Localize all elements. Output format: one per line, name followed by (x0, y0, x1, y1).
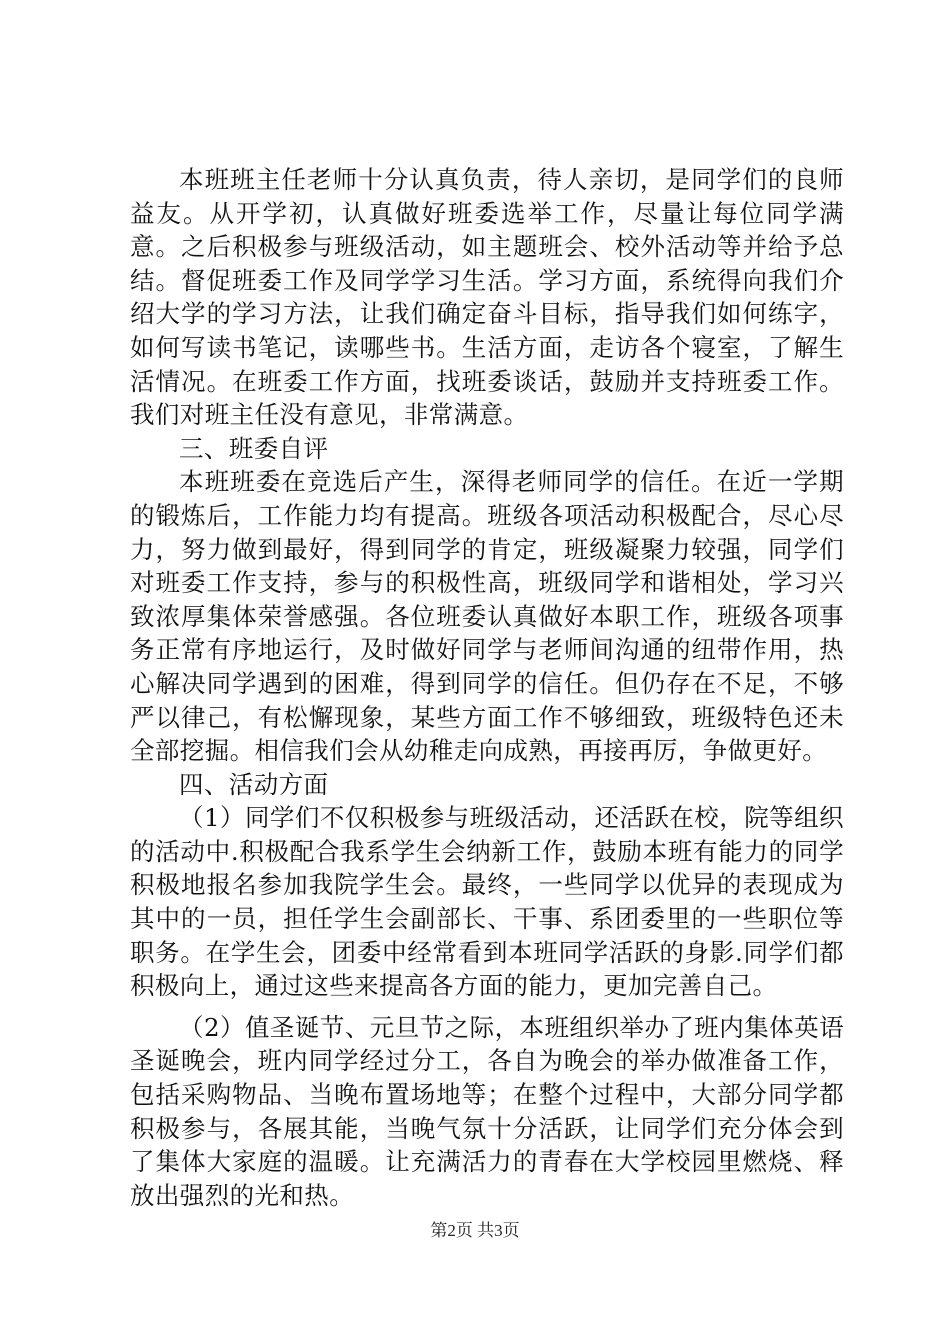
paragraph-committee-evaluation: 本班班委在竞选后产生，深得老师同学的信任。在近一学期的锻炼后，工作能力均有提高。班级各项活动积极配合，尽心尽力，努力做到最好，得到同学的肯定，班级凝聚力较强，同学们对班委工作支持，参与的积极性高，班级同学和谐相处，学习兴致浓厚集体荣誉感强。各位班委认真做好本职工作，班级各项事务正常有序地运行，及时做好同学与老师间沟通的纽带作用，热心解决同学遇到的困难，得到同学的信任。但仍存在不足，不够严以律己，有松懈现象，某些方面工作不够细致，班级特色还未全部挖掘。相信我们会从幼稚走向成熟，再接再厉，争做更好。 (130, 467, 844, 766)
section-heading-activities: 四、活动方面 (179, 769, 329, 799)
paragraph-activity-1: （1）同学们不仅积极参与班级活动，还活跃在校，院等组织的活动中.积极配合我系学生会纳新工作，鼓励本班有能力的同学积极地报名参加我院学生会。最终，一些同学以优异的表现成为其中的一员，担任学生会副部长、干事、系团委里的一些职位等职务。在学生会，团委中经常看到本班同学活跃的身影.同学们都积极向上，通过这些来提高各方面的能力，更加完善自己。 (130, 803, 844, 1001)
paragraph-activity-2: （2）值圣诞节、元旦节之际，本班组织举办了班内集体英语圣诞晚会，班内同学经过分工，各自为晚会的举办做准备工作，包括采购物品、当晚布置场地等；在整个过程中，大部分同学都积极参与，各展其能，当晚气氛十分活跃，让同学们充分体会到了集体大家庭的温暖。让充满活力的青春在大学校园里燃烧、释放出强烈的光和热。 (130, 1012, 844, 1210)
paragraph-class-teacher: 本班班主任老师十分认真负责，待人亲切，是同学们的良师益友。从开学初，认真做好班委选举工作，尽量让每位同学满意。之后积极参与班级活动，如主题班会、校外活动等并给予总结。督促班委工作及同学学习生活。学习方面，系统得向我们介绍大学的学习方法，让我们确定奋斗目标，指导我们如何练字，如何写读书笔记，读哪些书。生活方面，走访各个寝室，了解生活情况。在班委工作方面，找班委谈话，鼓励并支持班委工作。我们对班主任没有意见，非常满意。 (130, 165, 844, 430)
document-body (130, 163, 844, 1212)
page-footer: 第2页 共3页 (430, 1221, 520, 1240)
section-heading-self-evaluation: 三、班委自评 (179, 433, 329, 463)
